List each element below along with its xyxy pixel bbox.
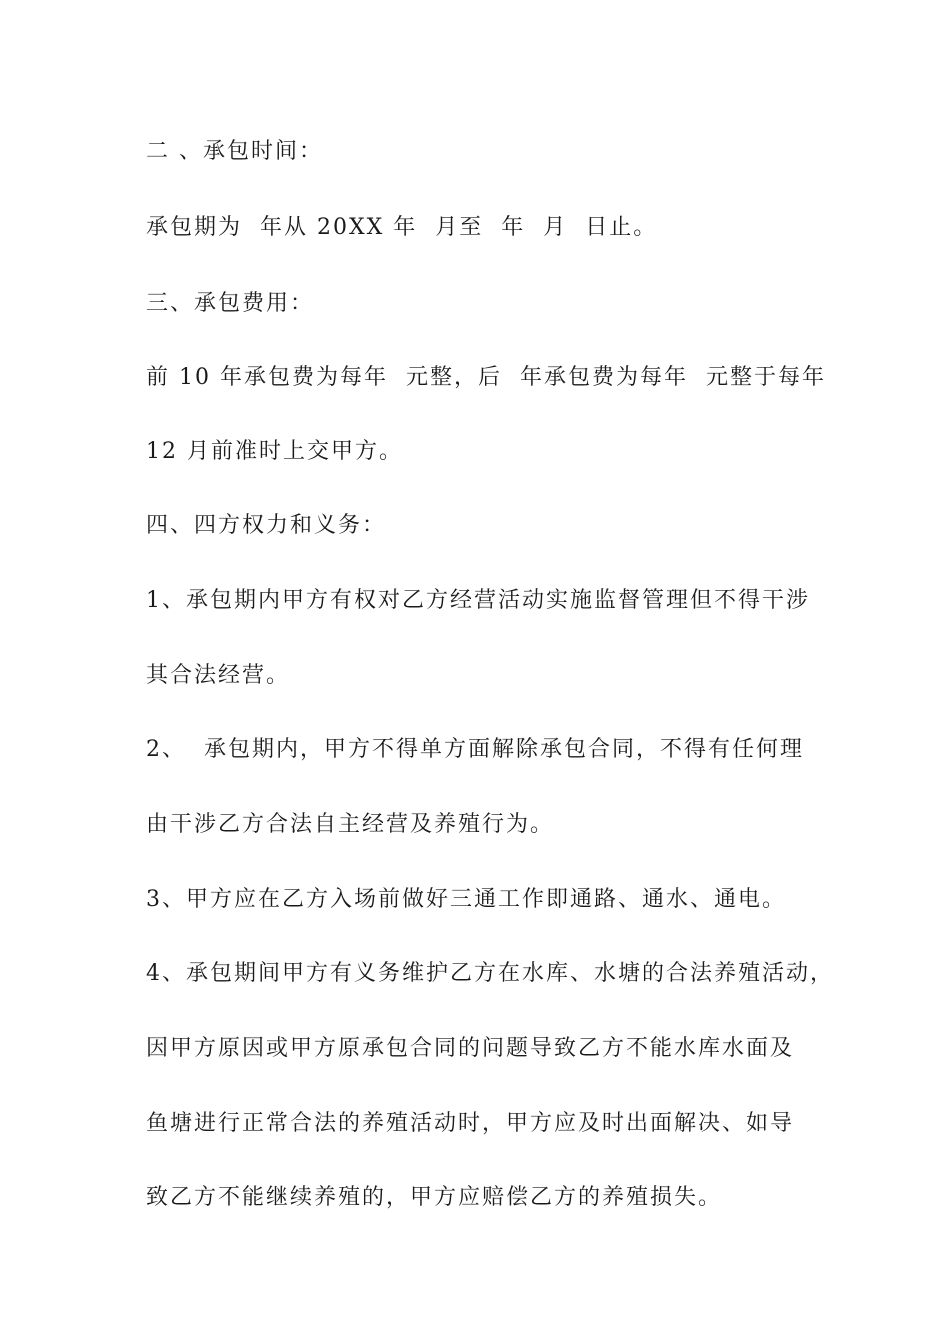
- paragraph-line: 承包期为 年从 20XX 年 月至 年 月 日止。: [146, 215, 658, 240]
- section-heading-contract-fee: 三、承包费用：: [146, 291, 315, 316]
- paragraph-line: 因甲方原因或甲方原承包合同的问题导致乙方不能水库水面及: [146, 1036, 795, 1061]
- paragraph-line: 3、甲方应在乙方入场前做好三通工作即通路、通水、通电。: [146, 887, 786, 912]
- paragraph-line: 致乙方不能继续养殖的，甲方应赔偿乙方的养殖损失。: [146, 1185, 723, 1210]
- paragraph-line: 前 10 年承包费为每年 元整，后 年承包费为每年 元整于每年: [146, 365, 826, 390]
- paragraph-line: 鱼塘进行正常合法的养殖活动时，甲方应及时出面解决、如导: [146, 1111, 795, 1136]
- paragraph-line: 2、 承包期内，甲方不得单方面解除承包合同，不得有任何理: [146, 737, 804, 762]
- paragraph-line: 由干涉乙方合法自主经营及养殖行为。: [146, 812, 555, 837]
- paragraph-line: 1、承包期内甲方有权对乙方经营活动实施监督管理但不得干涉: [146, 588, 810, 613]
- paragraph-line: 4、承包期间甲方有义务维护乙方在水库、水塘的合法养殖活动，: [146, 961, 834, 986]
- paragraph-line: 12 月前准时上交甲方。: [146, 439, 403, 464]
- section-heading-rights-obligations: 四、四方权力和义务：: [146, 513, 387, 538]
- paragraph-line: 其合法经营。: [146, 663, 291, 688]
- section-heading-contract-period: 二 、承包时间：: [146, 139, 323, 164]
